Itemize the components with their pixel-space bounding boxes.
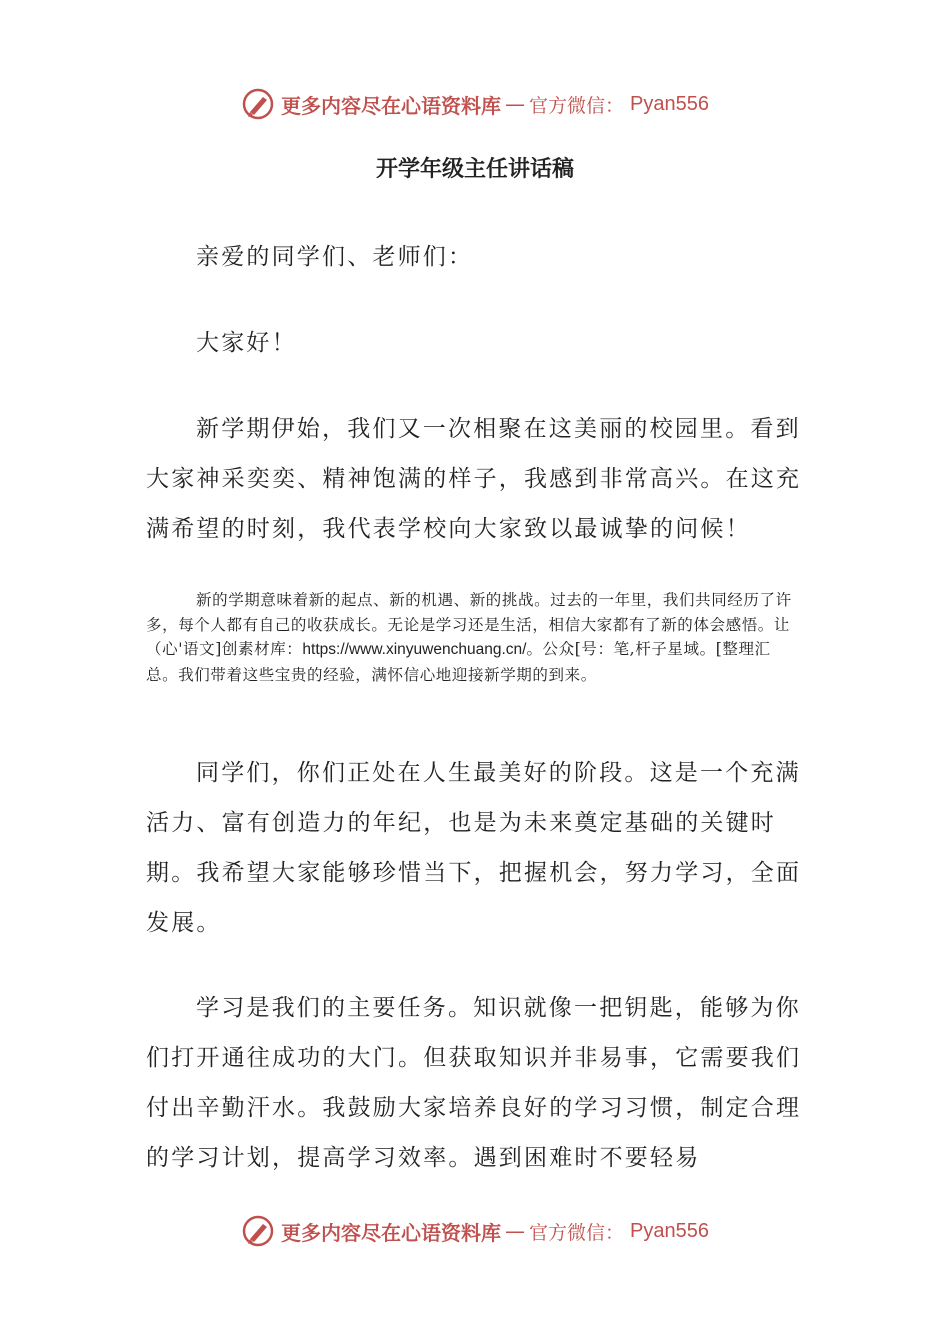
- paragraph-4: [146, 983, 806, 1183]
- hello-paragraph: [146, 318, 806, 368]
- pen-logo-icon: [241, 87, 275, 121]
- paragraph-2: [146, 588, 794, 687]
- footer-wechat-label: 官方微信：: [529, 1221, 625, 1244]
- banner-brand-text: 更多内容尽在心语资料库: [281, 93, 501, 118]
- footer-dash: —: [505, 1219, 525, 1243]
- paragraph-1-text: 新学期伊始，我们又一次相聚在这美丽的校园里。看到大家神采奕奕、精神饱满的样子，我感到非常高兴。在这充满希望的时刻，我代表学校向大家致以最诚挚的问候！: [146, 416, 802, 542]
- footer-banner: [0, 1211, 950, 1251]
- pen-logo-icon: [241, 1214, 275, 1248]
- hello-text: 大家好！: [196, 330, 297, 356]
- document-title: 开学年级主任讲话稿: [375, 157, 574, 182]
- header-banner: [0, 84, 950, 124]
- banner-dash: —: [505, 92, 525, 116]
- paragraph-2-text-tail: 。公众[号：笔,杆子星域。[整理汇总。我们带着这些宝贵的经验，满怀信心地迎接新学期的到来。: [146, 640, 771, 684]
- greeting-text: 亲爱的同学们、老师们：: [196, 244, 474, 270]
- paragraph-4-text: 学习是我们的主要任务。知识就像一把钥匙，能够为你们打开通往成功的大门。但获取知识并非易事，它需要我们付出辛勤汗水。我鼓励大家培养良好的学习习惯，制定合理的学习计划，提高学习效率。遇到困难时不要轻易: [146, 995, 802, 1171]
- greeting-paragraph: [146, 232, 806, 282]
- paragraph-2-url: https://www.xinyuwenchuang.cn/: [302, 641, 527, 658]
- paragraph-1: [146, 404, 806, 554]
- paragraph-3-text: 同学们，你们正处在人生最美好的阶段。这是一个充满活力、富有创造力的年纪，也是为未来奠定基础的关键时期。我希望大家能够珍惜当下，把握机会，努力学习，全面发展。: [146, 760, 802, 936]
- banner-wechat-label: 官方微信：: [529, 94, 625, 117]
- footer-brand-text: 更多内容尽在心语资料库: [281, 1220, 501, 1245]
- paragraph-2-text: 新的学期意味着新的起点、新的机遇、新的挑战。过去的一年里，我们共同经历了许多，每个人都有自己的收获成长。无论是学习还是生活，相信大家都有了新的体会感悟。让（心'语文]创素材库：: [146, 591, 792, 658]
- paragraph-3: [146, 748, 806, 948]
- footer-wechat-id: Pyan556: [630, 1219, 709, 1242]
- banner-wechat-id: Pyan556: [630, 92, 709, 115]
